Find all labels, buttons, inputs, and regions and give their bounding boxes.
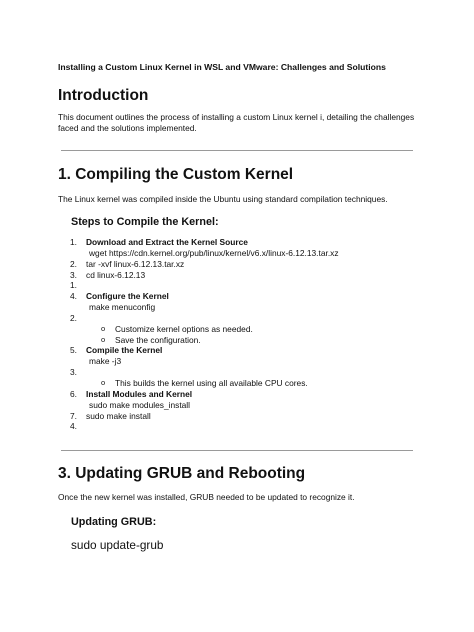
list-item xyxy=(0,280,474,291)
list-item-text: tar -xvf linux-6.12.13.tar.xz xyxy=(86,258,185,269)
list-number: 6. xyxy=(70,388,77,399)
list-number: 4. xyxy=(70,291,77,302)
sub-bullet-item xyxy=(0,335,474,346)
list-item xyxy=(0,259,474,270)
list-item xyxy=(0,291,474,302)
list-item xyxy=(0,400,474,411)
section1-heading: 1. Compiling the Custom Kernel xyxy=(58,166,294,183)
list-item xyxy=(0,270,474,281)
document-title: Installing a Custom Linux Kernel in WSL and VMware: Challenges and Solutions xyxy=(58,62,386,72)
sub-bullet-item xyxy=(0,378,474,389)
list-item xyxy=(0,367,474,378)
section-divider xyxy=(61,150,413,151)
step-title: Compile the Kernel xyxy=(86,345,163,356)
introduction-paragraph: This document outlines the process of installing a custom Linux kernel i, detailing the challenges faced and the solutions implemented. xyxy=(58,112,415,133)
step-title: Configure the Kernel xyxy=(86,291,169,302)
list-item xyxy=(0,411,474,422)
section3-heading: 3. Updating GRUB and Rebooting xyxy=(58,465,306,482)
list-item xyxy=(0,421,474,432)
sub-bullet-item xyxy=(0,324,474,335)
step-title: Install Modules and Kernel xyxy=(86,388,193,399)
bullet-marker: o xyxy=(101,323,106,333)
section3-paragraph: Once the new kernel was installed, GRUB needed to be updated to recognize it. xyxy=(58,492,355,502)
introduction-heading: Introduction xyxy=(58,87,149,104)
list-item xyxy=(0,237,474,248)
list-number: 7. xyxy=(70,410,77,421)
command-line: wget https://cdn.kernel.org/pub/linux/kernel/v6.x/linux-6.12.13.tar.xz xyxy=(89,247,339,258)
list-number: 1. xyxy=(70,237,77,247)
command-line: sudo make modules_install xyxy=(89,399,191,410)
bullet-marker: o xyxy=(101,334,106,344)
sub-bullet-text: This builds the kernel using all available CPU cores. xyxy=(115,377,308,388)
list-number: 3. xyxy=(70,367,77,378)
grub-command: sudo update-grub xyxy=(71,538,164,552)
command-line: make menuconfig xyxy=(89,302,156,313)
section-divider xyxy=(61,450,413,451)
list-number: 1. xyxy=(70,280,77,291)
list-item xyxy=(0,248,474,259)
list-number: 2. xyxy=(70,258,77,269)
steps-list xyxy=(0,237,474,432)
command-line: make -j3 xyxy=(89,356,122,367)
updating-grub-heading: Updating GRUB: xyxy=(71,516,157,528)
list-item-text: sudo make install xyxy=(86,410,151,421)
list-item xyxy=(0,356,474,367)
sub-bullet-text: Save the configuration. xyxy=(115,334,201,345)
list-item xyxy=(0,302,474,313)
list-item xyxy=(0,313,474,324)
list-item xyxy=(0,345,474,356)
section1-paragraph: The Linux kernel was compiled inside the Ubuntu using standard compilation techniques. xyxy=(58,194,388,204)
list-number: 3. xyxy=(70,269,77,280)
bullet-marker: o xyxy=(101,377,106,387)
list-number: 5. xyxy=(70,345,77,356)
step-title: Download and Extract the Kernel Source xyxy=(86,237,248,247)
steps-heading: Steps to Compile the Kernel: xyxy=(71,216,219,228)
list-item xyxy=(0,389,474,400)
list-number: 4. xyxy=(70,421,77,432)
list-item-text: cd linux-6.12.13 xyxy=(86,269,146,280)
list-number: 2. xyxy=(70,312,77,323)
sub-bullet-text: Customize kernel options as needed. xyxy=(115,323,253,334)
